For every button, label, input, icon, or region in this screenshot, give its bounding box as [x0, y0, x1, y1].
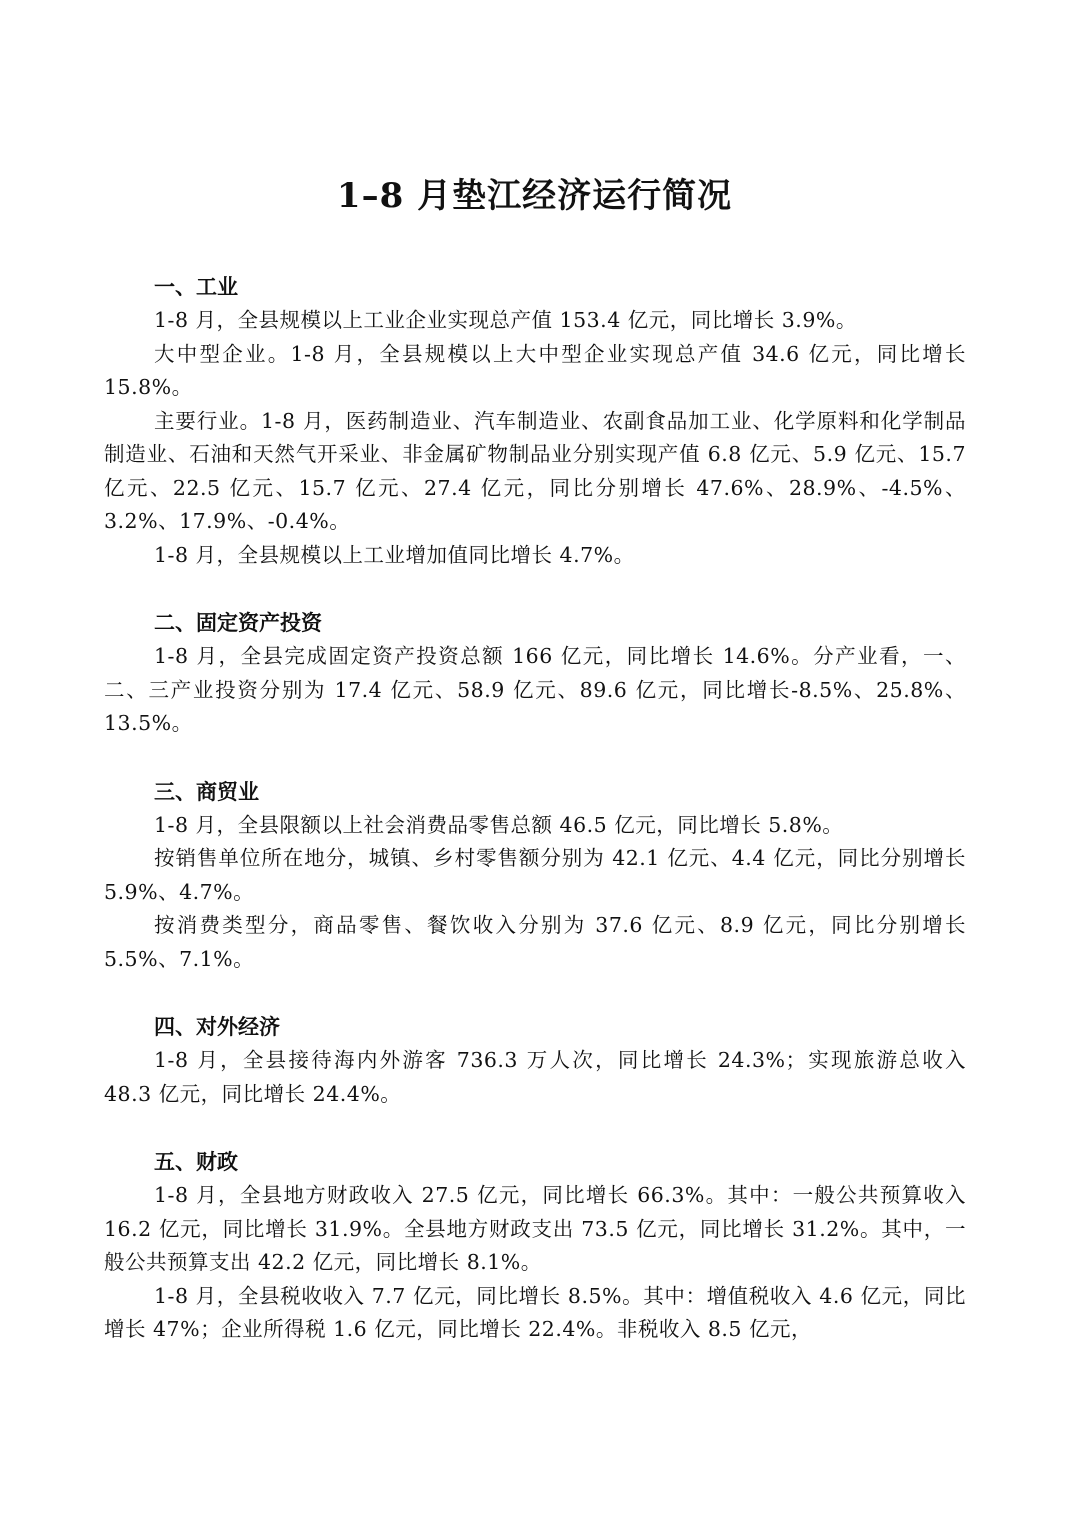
section-heading: 四、对外经济	[154, 1014, 280, 1039]
section-heading: 三、商贸业	[154, 778, 259, 804]
section-external-economy	[104, 1010, 966, 1111]
section-fixed-asset-investment	[104, 606, 966, 741]
paragraph: 1-8 月，全县税收收入 7.7 亿元，同比增长 8.5%。其中：增值税收入 4.6 亿元，同比增长 47%；企业所得税 1.6 亿元，同比增长 22.4%。非税收入 8.5 亿元，	[104, 1283, 966, 1341]
paragraph: 1-8 月，全县地方财政收入 27.5 亿元，同比增长 66.3%。其中：一般公共预算收入 16.2 亿元，同比增长 31.9%。全县地方财政支出 73.5 亿元，同比增长 31.2%。其中，一般公共预算支出 42.2 亿元，同比增长 8.1%。	[104, 1183, 966, 1274]
section-finance	[104, 1145, 966, 1347]
section-industry	[104, 270, 966, 572]
paragraph: 1-8 月，全县限额以上社会消费品零售总额 46.5 亿元，同比增长 5.8%。	[154, 812, 844, 837]
paragraph: 1-8 月，全县规模以上工业企业实现总产值 153.4 亿元，同比增长 3.9%。	[154, 308, 857, 332]
section-commerce	[104, 775, 966, 977]
section-heading: 一、工业	[154, 274, 238, 299]
paragraph: 主要行业。1-8 月，医药制造业、汽车制造业、农副食品加工业、化学原料和化学制品制造业、石油和天然气开采业、非金属矿物制品业分别实现产值 6.8 亿元、5.9 亿元、15.7 亿元、22.5 亿元、15.7 亿元、27.4 亿元，同比分别增长 47.6%、28.9%、-4.5%、3.2%、17.9%、-0.4%。	[104, 408, 966, 533]
document-title: 1–8 月垫江经济运行简况	[336, 176, 733, 216]
paragraph: 按销售单位所在地分，城镇、乡村零售额分别为 42.1 亿元、4.4 亿元，同比分别增长 5.9%、4.7%。	[104, 846, 966, 904]
document-body	[104, 270, 966, 1381]
paragraph: 1-8 月，全县完成固定资产投资总额 166 亿元，同比增长 14.6%。分产业看，一、二、三产业投资分别为 17.4 亿元、58.9 亿元、89.6 亿元，同比增长-8.5%、25.8%、13.5%。	[104, 644, 966, 735]
paragraph: 按消费类型分，商品零售、餐饮收入分别为 37.6 亿元、8.9 亿元，同比分别增长 5.5%、7.1%。	[104, 913, 966, 971]
paragraph: 大中型企业。1-8 月，全县规模以上大中型企业实现总产值 34.6 亿元，同比增长 15.8%。	[104, 341, 966, 399]
section-heading: 五、财政	[154, 1149, 238, 1174]
paragraph: 1-8 月，全县规模以上工业增加值同比增长 4.7%。	[154, 542, 635, 567]
section-heading: 二、固定资产投资	[154, 610, 322, 635]
paragraph: 1-8 月，全县接待海内外游客 736.3 万人次，同比增长 24.3%；实现旅游总收入 48.3 亿元，同比增长 24.4%。	[104, 1048, 966, 1106]
